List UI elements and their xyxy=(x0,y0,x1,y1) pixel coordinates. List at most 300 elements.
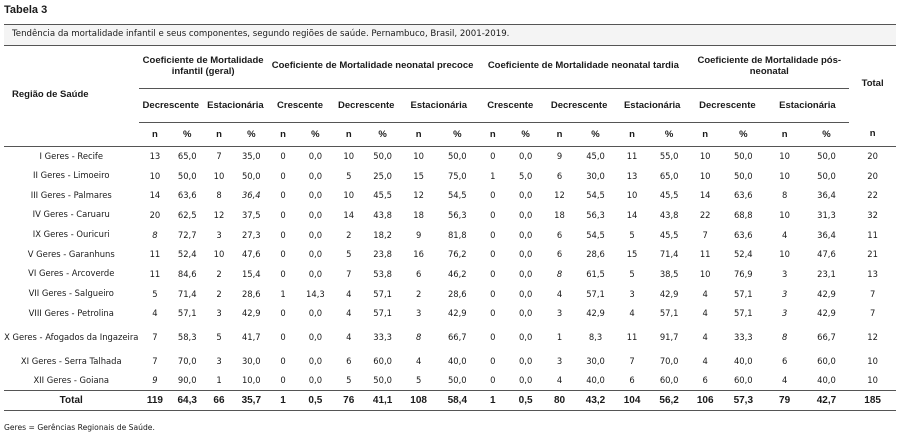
data-cell: 14 xyxy=(343,209,355,220)
data-cell: 0,0 xyxy=(518,151,533,162)
total-cell: 79 xyxy=(779,395,791,407)
data-cell: 1 xyxy=(490,170,496,181)
data-cell: 1 xyxy=(556,332,563,343)
data-cell: 3 xyxy=(415,308,422,319)
row-total-cell: 22 xyxy=(867,190,878,201)
data-cell: 70,0 xyxy=(177,356,197,367)
trend-header: Estacionária xyxy=(766,88,850,122)
total-cell: 76 xyxy=(343,395,355,407)
data-cell: 63,6 xyxy=(177,190,197,201)
data-cell: 9 xyxy=(556,151,563,162)
data-cell: 5 xyxy=(216,332,222,343)
data-cell: 3 xyxy=(781,308,788,319)
region-name: IX Geres - Ouricuri xyxy=(32,229,110,240)
data-cell: 4 xyxy=(556,288,563,299)
data-cell: 7 xyxy=(346,268,352,279)
data-cell: 57,1 xyxy=(177,308,197,319)
data-cell: 5 xyxy=(415,375,422,386)
data-cell: 10 xyxy=(343,190,355,201)
data-cell: 3 xyxy=(216,229,222,240)
total-header: Total xyxy=(861,77,884,89)
data-cell: 7 xyxy=(152,356,158,367)
data-cell: 9 xyxy=(415,229,422,240)
data-cell: 6 xyxy=(781,356,788,367)
data-cell: 11 xyxy=(626,332,638,343)
data-cell: 11 xyxy=(699,249,711,260)
group-header-late-neonatal: Coeficiente de Mortalidade neonatal tardia xyxy=(477,44,689,88)
data-cell: 10 xyxy=(779,170,790,181)
data-cell: 10,0 xyxy=(241,375,261,386)
row-total-cell: 32 xyxy=(867,209,878,220)
n-subheader: n xyxy=(869,128,876,140)
data-cell: 5 xyxy=(152,288,158,299)
data-cell: 3 xyxy=(216,308,222,319)
data-cell: 0,0 xyxy=(518,332,533,343)
data-cell: 0 xyxy=(490,209,496,220)
data-cell: 68,8 xyxy=(733,209,753,220)
data-cell: 0 xyxy=(280,229,286,240)
data-cell: 40,0 xyxy=(733,356,753,367)
data-cell: 0 xyxy=(490,332,496,343)
row-total-cell: 10 xyxy=(867,375,878,386)
n-subheader: n xyxy=(216,128,222,140)
data-cell: 4 xyxy=(415,356,422,367)
data-cell: 7 xyxy=(216,151,222,162)
region-name: III Geres - Palmares xyxy=(30,189,112,200)
data-cell: 4 xyxy=(702,288,708,299)
data-cell: 42,9 xyxy=(586,308,605,319)
data-cell: 71,4 xyxy=(659,249,679,260)
data-cell: 4 xyxy=(702,332,708,343)
data-cell: 35,0 xyxy=(241,151,261,162)
data-cell: 10 xyxy=(699,268,711,279)
data-cell: 0 xyxy=(280,209,286,220)
total-cell: 57,3 xyxy=(733,395,754,407)
data-cell: 14 xyxy=(149,190,161,201)
data-cell: 5 xyxy=(629,268,635,279)
data-cell: 50,0 xyxy=(373,375,392,386)
data-cell: 15 xyxy=(626,249,638,260)
data-cell: 81,8 xyxy=(447,229,467,240)
data-cell: 2 xyxy=(346,229,352,240)
data-cell: 30,0 xyxy=(586,356,605,367)
table-row xyxy=(4,304,896,324)
data-cell: 47,6 xyxy=(241,249,261,260)
data-cell: 33,3 xyxy=(373,332,392,343)
data-cell: 5,0 xyxy=(518,170,533,181)
data-cell: 42,9 xyxy=(817,288,836,299)
data-cell: 36,4 xyxy=(817,190,836,201)
table-row xyxy=(4,205,896,225)
total-cell: 64,3 xyxy=(177,395,197,407)
data-cell: 7 xyxy=(629,356,635,367)
data-cell: 50,0 xyxy=(373,151,392,162)
data-cell: 4 xyxy=(346,288,352,299)
data-cell: 57,1 xyxy=(373,288,392,299)
data-cell: 57,1 xyxy=(733,308,753,319)
data-cell: 45,5 xyxy=(373,190,392,201)
data-cell: 65,0 xyxy=(177,151,197,162)
data-cell: 47,6 xyxy=(817,249,836,260)
total-cell: 104 xyxy=(623,395,641,407)
data-cell: 76,2 xyxy=(447,249,467,260)
data-cell: 0,0 xyxy=(308,190,323,201)
data-cell: 0,0 xyxy=(518,288,533,299)
n-subheader: n xyxy=(280,128,286,140)
data-cell: 0,0 xyxy=(308,375,323,386)
percent-subheader: % xyxy=(453,128,462,140)
data-cell: 28,6 xyxy=(586,249,605,260)
data-cell: 0 xyxy=(280,356,286,367)
data-cell: 4 xyxy=(556,375,563,386)
data-cell: 38,5 xyxy=(659,268,679,279)
row-total-cell: 7 xyxy=(869,288,876,299)
group-header-early-neonatal: Coeficiente de Mortalidade neonatal precoce xyxy=(268,44,478,88)
data-cell: 3 xyxy=(781,288,788,299)
data-cell: 0,0 xyxy=(518,249,533,260)
data-cell: 0 xyxy=(490,356,496,367)
data-cell: 54,5 xyxy=(447,190,467,201)
total-cell: 1 xyxy=(280,395,286,407)
percent-subheader: % xyxy=(378,128,387,140)
percent-subheader: % xyxy=(311,128,320,140)
row-total-cell: 21 xyxy=(867,249,878,260)
total-cell: 106 xyxy=(696,395,714,407)
data-cell: 0,0 xyxy=(518,229,533,240)
data-cell: 11 xyxy=(626,151,638,162)
data-cell: 3 xyxy=(629,288,635,299)
data-cell: 10 xyxy=(626,190,638,201)
data-cell: 4 xyxy=(346,308,352,319)
total-cell: 35,7 xyxy=(241,395,262,407)
data-cell: 0 xyxy=(280,190,286,201)
data-cell: 10 xyxy=(149,170,161,181)
data-cell: 45,5 xyxy=(659,229,679,240)
data-cell: 8,3 xyxy=(588,332,603,343)
data-cell: 54,5 xyxy=(586,190,605,201)
data-cell: 50,0 xyxy=(817,170,836,181)
percent-subheader: % xyxy=(183,128,192,140)
data-cell: 13 xyxy=(149,151,161,162)
table-row xyxy=(4,284,896,304)
data-cell: 54,5 xyxy=(586,229,605,240)
data-cell: 8 xyxy=(216,190,222,201)
row-total-cell: 10 xyxy=(867,356,878,367)
data-cell: 61,5 xyxy=(586,268,605,279)
data-cell: 5 xyxy=(346,375,352,386)
data-cell: 2 xyxy=(216,268,222,279)
data-cell: 0 xyxy=(280,151,286,162)
data-cell: 6 xyxy=(556,229,563,240)
data-cell: 63,6 xyxy=(733,229,753,240)
data-cell: 41,7 xyxy=(241,332,261,343)
data-cell: 60,0 xyxy=(733,375,753,386)
data-cell: 40,0 xyxy=(586,375,605,386)
data-cell: 66,7 xyxy=(447,332,467,343)
n-subheader: n xyxy=(781,128,788,140)
data-cell: 31,3 xyxy=(817,209,836,220)
data-cell: 76,9 xyxy=(733,268,753,279)
data-cell: 18,2 xyxy=(373,229,392,240)
data-cell: 0,0 xyxy=(308,209,323,220)
data-cell: 40,0 xyxy=(447,356,467,367)
data-cell: 57,1 xyxy=(586,288,605,299)
data-cell: 75,0 xyxy=(447,170,467,181)
data-cell: 1 xyxy=(216,375,222,386)
data-cell: 0 xyxy=(490,249,496,260)
total-cell: 41,1 xyxy=(372,395,393,407)
n-subheader: n xyxy=(702,128,709,140)
data-cell: 5 xyxy=(346,249,352,260)
total-cell: 1 xyxy=(490,395,496,407)
data-cell: 52,4 xyxy=(177,249,197,260)
data-cell: 23,1 xyxy=(817,268,836,279)
data-cell: 20 xyxy=(149,209,161,220)
data-cell: 0 xyxy=(280,308,286,319)
data-cell: 50,0 xyxy=(447,151,467,162)
data-cell: 28,6 xyxy=(241,288,261,299)
total-cell: 66 xyxy=(213,395,225,407)
data-cell: 60,0 xyxy=(659,375,679,386)
row-total-cell: 13 xyxy=(867,268,878,279)
data-cell: 12 xyxy=(554,190,565,201)
data-cell: 4 xyxy=(629,308,635,319)
percent-subheader: % xyxy=(591,128,600,140)
data-cell: 9 xyxy=(152,375,158,386)
percent-subheader: % xyxy=(664,128,674,140)
data-cell: 1 xyxy=(280,288,286,299)
data-cell: 18 xyxy=(413,209,424,220)
total-cell: 56,2 xyxy=(659,395,679,407)
data-cell: 56,3 xyxy=(586,209,605,220)
footnote: Geres = Gerências Regionais de Saúde. xyxy=(4,423,155,432)
data-cell: 10 xyxy=(699,170,711,181)
table-row xyxy=(4,185,896,205)
data-cell: 4 xyxy=(346,332,352,343)
total-cell: 42,7 xyxy=(816,395,837,407)
table-row xyxy=(4,351,896,371)
trend-header: Estacionária xyxy=(615,88,689,122)
n-subheader: n xyxy=(345,128,352,140)
data-cell: 6 xyxy=(346,356,352,367)
data-cell: 6 xyxy=(702,375,708,386)
data-cell: 10 xyxy=(343,151,355,162)
data-cell: 91,7 xyxy=(659,332,679,343)
table-label: Tabela 3 xyxy=(4,4,48,16)
data-cell: 30,0 xyxy=(586,170,605,181)
row-total-cell: 20 xyxy=(867,170,878,181)
data-cell: 0,0 xyxy=(308,151,323,162)
n-subheader: n xyxy=(489,128,496,140)
data-cell: 10 xyxy=(213,249,225,260)
data-cell: 0 xyxy=(490,151,496,162)
data-cell: 0,0 xyxy=(518,356,533,367)
data-cell: 0,0 xyxy=(308,229,323,240)
n-subheader: n xyxy=(415,128,422,140)
data-cell: 14 xyxy=(626,209,638,220)
data-cell: 7 xyxy=(152,332,158,343)
data-cell: 14 xyxy=(699,190,711,201)
data-cell: 11 xyxy=(149,268,161,279)
data-cell: 0 xyxy=(280,268,286,279)
region-name: VI Geres - Arcoverde xyxy=(28,268,115,279)
data-cell: 4 xyxy=(781,375,788,386)
data-cell: 8 xyxy=(415,332,422,343)
data-cell: 8 xyxy=(556,268,563,279)
row-total-cell: 11 xyxy=(867,229,878,240)
data-cell: 43,8 xyxy=(373,209,392,220)
data-cell: 42,9 xyxy=(241,308,261,319)
data-cell: 3 xyxy=(556,308,563,319)
data-cell: 25,0 xyxy=(373,170,392,181)
total-cell: 43,2 xyxy=(585,395,606,407)
data-cell: 0,0 xyxy=(308,170,323,181)
data-cell: 6 xyxy=(629,375,635,386)
data-cell: 58,3 xyxy=(177,332,197,343)
data-cell: 0,0 xyxy=(518,190,533,201)
n-subheader: n xyxy=(556,128,563,140)
data-cell: 37,5 xyxy=(241,209,261,220)
data-cell: 16 xyxy=(413,249,424,260)
data-cell: 57,1 xyxy=(373,308,392,319)
data-cell: 45,0 xyxy=(586,151,605,162)
region-name: VII Geres - Salgueiro xyxy=(28,288,114,299)
data-cell: 0 xyxy=(490,308,496,319)
data-cell: 50,0 xyxy=(733,170,753,181)
data-cell: 10 xyxy=(779,209,790,220)
data-cell: 5 xyxy=(346,170,352,181)
data-cell: 60,0 xyxy=(373,356,392,367)
data-cell: 6 xyxy=(556,249,563,260)
data-cell: 0 xyxy=(280,332,286,343)
data-cell: 66,7 xyxy=(817,332,836,343)
data-cell: 13 xyxy=(626,170,638,181)
data-cell: 0 xyxy=(280,375,286,386)
region-name: XII Geres - Goiana xyxy=(33,374,110,385)
table-row xyxy=(4,166,896,186)
row-total-cell: 7 xyxy=(869,308,876,319)
data-cell: 57,1 xyxy=(659,308,679,319)
percent-subheader: % xyxy=(739,128,748,140)
data-cell: 71,4 xyxy=(177,288,197,299)
table-row xyxy=(4,264,896,284)
data-cell: 4 xyxy=(152,308,158,319)
data-cell: 10 xyxy=(779,151,790,162)
data-cell: 0,0 xyxy=(518,308,533,319)
trend-header: Decrescente xyxy=(139,88,204,122)
total-cell: 58,4 xyxy=(447,395,468,407)
data-cell: 46,2 xyxy=(447,268,467,279)
table-row xyxy=(4,146,896,166)
data-cell: 11 xyxy=(149,249,161,260)
total-cell: 0,5 xyxy=(518,395,533,407)
data-cell: 30,0 xyxy=(241,356,261,367)
trend-header: Estacionária xyxy=(203,88,268,122)
region-name: VIII Geres - Petrolina xyxy=(28,307,114,318)
data-cell: 0,0 xyxy=(308,268,323,279)
data-cell: 50,0 xyxy=(447,375,467,386)
data-cell: 2 xyxy=(216,288,222,299)
data-cell: 43,8 xyxy=(659,209,679,220)
data-cell: 5 xyxy=(629,229,635,240)
data-cell: 0 xyxy=(490,268,496,279)
data-cell: 60,0 xyxy=(817,356,836,367)
data-cell: 14,3 xyxy=(306,288,325,299)
data-cell: 0,0 xyxy=(308,356,323,367)
data-cell: 84,6 xyxy=(177,268,197,279)
data-cell: 8 xyxy=(781,332,788,343)
table-row xyxy=(4,323,896,351)
data-cell: 50,0 xyxy=(817,151,836,162)
data-cell: 50,0 xyxy=(177,170,197,181)
region-name: X Geres - Afogados da Ingazeira xyxy=(4,331,139,342)
data-cell: 0,0 xyxy=(518,268,533,279)
data-cell: 0,0 xyxy=(308,308,323,319)
trend-header: Decrescente xyxy=(332,88,400,122)
trend-header: Decrescente xyxy=(689,88,765,122)
data-cell: 0 xyxy=(280,170,286,181)
data-cell: 72,7 xyxy=(177,229,197,240)
data-cell: 4 xyxy=(702,308,708,319)
data-cell: 62,5 xyxy=(177,209,197,220)
data-cell: 0 xyxy=(490,288,496,299)
data-cell: 2 xyxy=(415,288,422,299)
data-cell: 0 xyxy=(280,249,286,260)
data-cell: 18 xyxy=(554,209,565,220)
region-name: IV Geres - Caruaru xyxy=(32,209,110,220)
percent-subheader: % xyxy=(822,128,831,140)
total-cell: 80 xyxy=(553,395,566,407)
region-name: II Geres - Limoeiro xyxy=(33,170,110,181)
data-cell: 36,4 xyxy=(817,229,836,240)
data-cell: 27,3 xyxy=(241,229,261,240)
data-cell: 8 xyxy=(152,229,158,240)
region-name: I Geres - Recife xyxy=(39,150,104,161)
data-cell: 8 xyxy=(781,190,788,201)
data-cell: 7 xyxy=(702,229,708,240)
trend-header: Crescente xyxy=(268,88,333,122)
data-cell: 28,6 xyxy=(447,288,467,299)
data-cell: 3 xyxy=(556,356,563,367)
data-cell: 52,4 xyxy=(733,249,753,260)
data-cell: 42,9 xyxy=(659,288,679,299)
region-name: V Geres - Garanhuns xyxy=(27,248,115,259)
data-cell: 10 xyxy=(699,151,711,162)
data-cell: 10 xyxy=(413,151,424,162)
data-cell: 12 xyxy=(213,209,225,220)
percent-subheader: % xyxy=(521,128,530,140)
data-cell: 6 xyxy=(415,268,422,279)
data-cell: 45,5 xyxy=(659,190,679,201)
region-header: Região de Saúde xyxy=(12,89,89,101)
total-label: Total xyxy=(59,395,83,407)
data-cell: 36,4 xyxy=(241,190,261,201)
data-cell: 0 xyxy=(490,229,496,240)
mortality-table xyxy=(4,44,896,411)
data-cell: 10 xyxy=(779,249,790,260)
data-cell: 0,0 xyxy=(308,332,323,343)
data-cell: 22 xyxy=(699,209,711,220)
table-row xyxy=(4,225,896,245)
trend-header: Decrescente xyxy=(543,88,615,122)
data-cell: 33,3 xyxy=(733,332,753,343)
data-cell: 57,1 xyxy=(733,288,753,299)
data-cell: 0,0 xyxy=(518,375,533,386)
data-cell: 4 xyxy=(781,229,788,240)
data-cell: 15 xyxy=(413,170,424,181)
data-cell: 70,0 xyxy=(659,356,679,367)
group-header-infant: Coeficiente de Mortalidade infantil (geral) xyxy=(139,44,268,88)
